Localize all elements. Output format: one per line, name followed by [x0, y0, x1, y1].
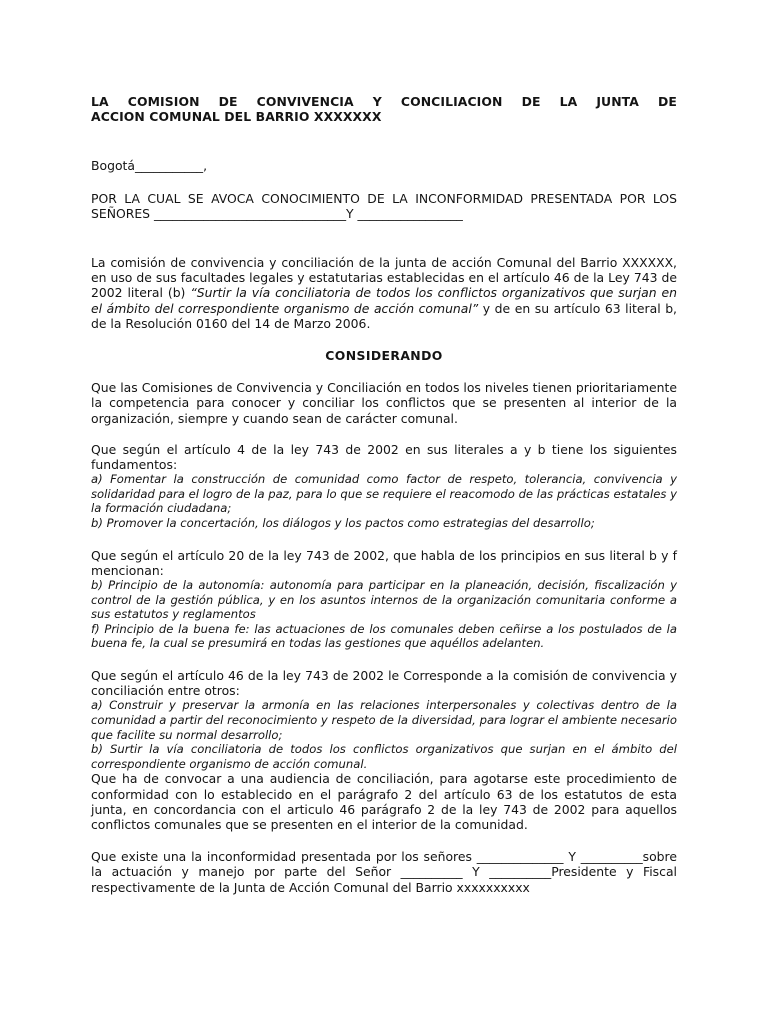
document-title [91, 94, 677, 124]
considerando-4-literal-b: b) Surtir la vía conciliatoria de todos los conflictos organizativos que surjan en el ámbito del correspondiente organismo de acción comunal. [91, 742, 677, 771]
considerando-1: Que las Comisiones de Convivencia y Conciliación en todos los niveles tienen prioritariamente la competencia para conocer y conciliar los conflictos que se presenten al interior de la organización, siempre y cuando sean de carácter comunal. [91, 380, 677, 426]
city-date: Bogotá___________, [91, 158, 208, 174]
intro-quote: “Surtir la vía conciliatoria de todos los conflictos organizativos que surjan en el ámbito del correspondiente organismo de acción comunal” [91, 285, 677, 316]
considerando-6: Que existe una la inconformidad presentada por los señores ______________ Y __________sobre la actuación y manejo por parte del Señor __________ Y __________Presidente y Fiscal respectivamente de la Junta de Acción Comunal del Barrio xxxxxxxxxx [91, 849, 677, 895]
considerando-3-literal-b: b) Principio de la autonomía: autonomía para participar en la planeación, decisión, fiscalización y control de la gestión pública, y en los asuntos internos de la organización comunitaria conforme a sus estatutos y reglamentos [91, 578, 677, 622]
avoca-line-1: POR LA CUAL SE AVOCA CONOCIMIENTO DE LA INCONFORMIDAD PRESENTADA POR LOS [91, 190, 677, 206]
considerando-3-literal-f: f) Principio de la buena fe: las actuaciones de los comunales deben ceñirse a los postulados de la buena fe, la cual se presumirá en todas las gestiones que aquéllos adelanten. [91, 621, 677, 651]
considerando-4-literal-a: a) Construir y preservar la armonía en las relaciones interpersonales y colectivas dentro de la comunidad a partir del reconocimiento y respeto de la diversidad, para lograr el ambiente necesario que facilite su normal desarrollo; [91, 698, 677, 742]
considerando-heading: CONSIDERANDO [325, 348, 443, 364]
intro-paragraph [91, 255, 677, 331]
considerando-2: Que según el artículo 4 de la ley 743 de 2002 en sus literales a y b tiene los siguientes fundamentos: [91, 441, 677, 473]
considerando-2-literal-a: a) Fomentar la construcción de comunidad como factor de respeto, tolerancia, convivencia y solidaridad para el logro de la paz, para lo que se requiere el reacomodo de las prácticas estatales y la formación ciudadana; [91, 472, 677, 516]
title-line-2: ACCION COMUNAL DEL BARRIO XXXXXXX [91, 109, 382, 125]
considerando-3: Que según el artículo 20 de la ley 743 de 2002, que habla de los principios en sus literal b y f mencionan: [91, 547, 677, 578]
considerando-5: Que ha de convocar a una audiencia de conciliación, para agotarse este procedimiento de conformidad con lo establecido en el parágrafo 2 del artículo 63 de los estatutos de esta junta, en concordancia con el articulo 46 parágrafo 2 de la ley 743 de 2002 para aquellos conflictos comunales que se presenten en el interior de la comunidad. [91, 771, 677, 832]
intro-text-a: La comisión de convivencia y conciliación de la junta de acción Comunal del Barrio XXXXXX, en uso de sus facultades legales y estatutarias establecidas en el artículo 46 de la Ley 743 de 2002 literal (b) [91, 255, 677, 301]
considerando-2-literal-b: b) Promover la concertación, los diálogos y los pactos como estrategias del desarrollo; [91, 516, 595, 531]
intro-text-b: y de en su artículo 63 literal b, de la Resolución 0160 del 14 de Marzo 2006. [91, 300, 677, 331]
avoca-line-2: SEÑORES _______________________________Y _________________ [91, 205, 463, 221]
title-line-1: LA COMISION DE CONVIVENCIA Y CONCILIACION DE LA JUNTA DE [91, 94, 677, 109]
considerando-4: Que según el artículo 46 de la ley 743 de 2002 le Corresponde a la comisión de convivencia y conciliación entre otros: [91, 668, 677, 699]
